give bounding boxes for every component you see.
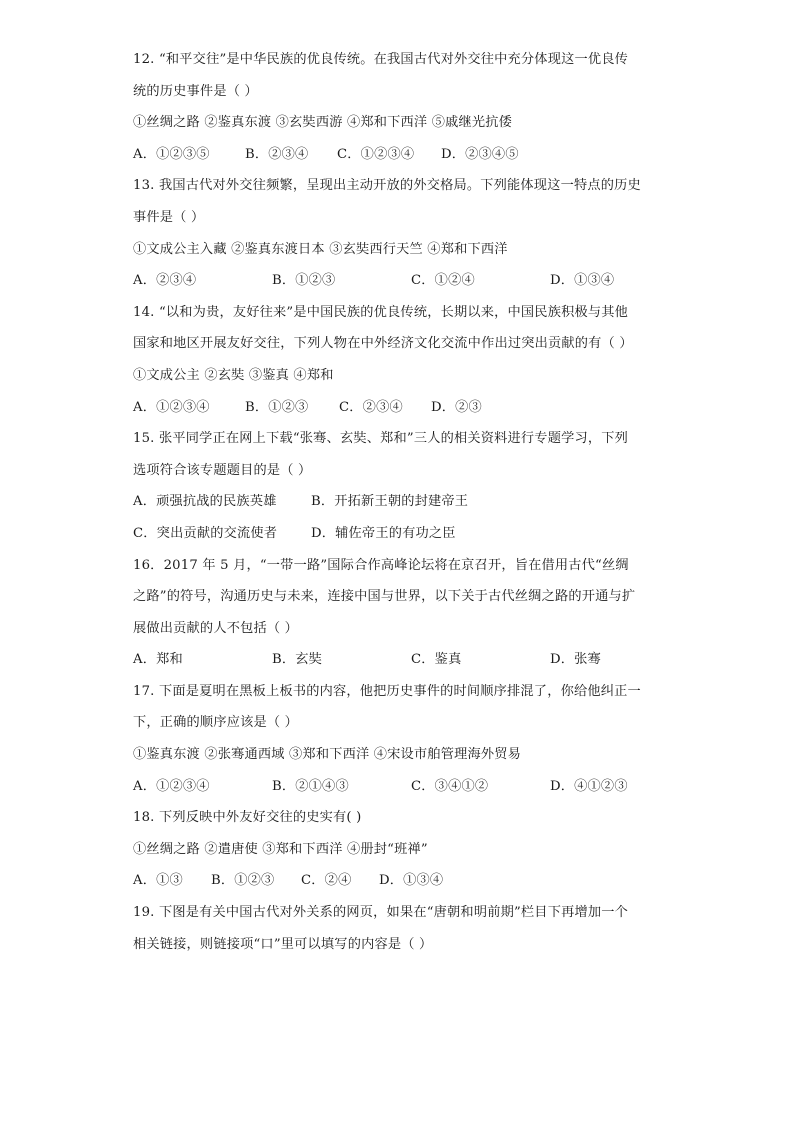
q18-option-b[interactable]: B．①②③ [211,873,275,889]
q12-items: ①丝绸之路 ②鉴真东渡 ③玄奘西游 ④郑和下西洋 ⑤戚继光抗倭 [133,115,513,131]
q16-option-c[interactable]: C．鉴真 [411,652,462,668]
q19-stem-line2: 相关链接，则链接项“口”里可以填写的内容是（ ） [133,936,433,952]
q16-stem-line2: 之路”的符号，沟通历史与未来，连接中国与世界，以下关于古代丝绸之路的开通与扩 [133,589,636,605]
q13-items: ①文成公主入藏 ②鉴真东渡日本 ③玄奘西行天竺 ④郑和下西洋 [133,241,508,257]
q17-items: ①鉴真东渡 ②张骞通西域 ③郑和下西洋 ④宋设市舶管理海外贸易 [133,747,522,763]
q16-options [133,644,673,676]
q18-items: ①丝绸之路 ②遣唐使 ③郑和下西洋 ④册封“班禅” [133,841,428,857]
q15-options-row2 [133,518,673,550]
q12-option-c[interactable]: C．①②③④ [337,146,415,162]
q12-stem-line1: 12. “和平交往”是中华民族的优良传统。在我国古代对外交往中充分体现这一优良传 [133,52,629,67]
q14-option-d[interactable]: D．②③ [431,399,482,415]
q15-stem-line2: 选项符合该专题题目的是（ ） [133,462,312,478]
q12-options [133,139,673,171]
q14-option-b[interactable]: B．①②③ [245,399,309,415]
q19-stem-line1: 19. 下图是有关中国古代对外关系的网页，如果在“唐朝和明前期”栏目下再增加一个 [133,905,629,921]
q15-options-row1 [133,486,673,518]
q15-option-a[interactable]: A．顽强抗战的民族英雄 [133,494,277,510]
q17-stem-line1: 17. 下面是夏明在黑板上板书的内容，他把历史事件的时间顺序排混了，你给他纠正一 [133,683,641,699]
q13-stem-line1: 13. 我国古代对外交往频繁，呈现出主动开放的外交格局。下列能体现这一特点的历史 [133,178,641,194]
q15-option-c[interactable]: C．突出贡献的交流使者 [133,525,278,541]
q14-stem-line1: 14. “以和为贵，友好往来”是中国民族的优良传统，长期以来，中国民族积极与其他 [133,304,629,320]
q12-option-d[interactable]: D．②③④⑤ [441,146,519,162]
q18-option-d[interactable]: D．①③④ [379,873,444,889]
q14-option-a[interactable]: A．①②③④ [133,399,210,415]
q13-option-c[interactable]: C．①②④ [411,273,475,289]
q14-options [133,392,673,424]
exam-page [133,44,673,960]
q12-option-a[interactable]: A．①②③⑤ [133,146,210,162]
q16-option-d[interactable]: D．张骞 [550,652,601,668]
q13-options [133,265,673,297]
q17-options [133,771,673,803]
q17-stem-line2: 下，正确的顺序应该是（ ） [133,715,299,731]
q15-stem-line1: 15. 张平同学正在网上下载“张骞、玄奘、郑和”三人的相关资料进行专题学习，下列 [133,431,629,447]
q13-option-b[interactable]: B．①②③ [272,273,336,289]
q18-options [133,865,673,897]
q15-option-b[interactable]: B．开拓新王朝的封建帝王 [311,494,469,510]
q13-option-d[interactable]: D．①③④ [550,273,615,289]
q17-option-d[interactable]: D．④①②③ [550,778,628,794]
q16-stem-line3: 展做出贡献的人不包括（ ） [133,620,299,636]
q13-stem-line2: 事件是（ ） [133,209,205,225]
q13-option-a[interactable]: A．②③④ [133,273,197,289]
q17-option-a[interactable]: A．①②③④ [133,778,210,794]
q17-option-b[interactable]: B．②①④③ [272,778,349,794]
q17-option-c[interactable]: C．③④①② [411,778,489,794]
q12-stem-line2: 统的历史事件是（ ） [133,83,258,99]
q14-option-c[interactable]: C．②③④ [339,399,403,415]
q18-stem-line1: 18. 下列反映中外友好交往的史实有( ) [133,810,362,826]
q15-option-d[interactable]: D．辅佐帝王的有功之臣 [311,525,456,541]
q16-option-b[interactable]: B．玄奘 [272,652,323,668]
q16-stem-line1: 16．2017 年 5 月，“一带一路”国际合作高峰论坛将在京召开，旨在借用古代“丝绸 [133,557,629,573]
q16-option-a[interactable]: A．郑和 [133,652,183,668]
q14-stem-line2: 国家和地区开展友好交往，下列人物在中外经济文化交流中作出过突出贡献的有（ ） [133,336,633,352]
q14-items: ①文成公主 ②玄奘 ③鉴真 ④郑和 [133,367,334,383]
q12-option-b[interactable]: B．②③④ [245,146,309,162]
q18-option-a[interactable]: A．①③ [133,873,183,889]
q18-option-c[interactable]: C．②④ [301,873,352,889]
